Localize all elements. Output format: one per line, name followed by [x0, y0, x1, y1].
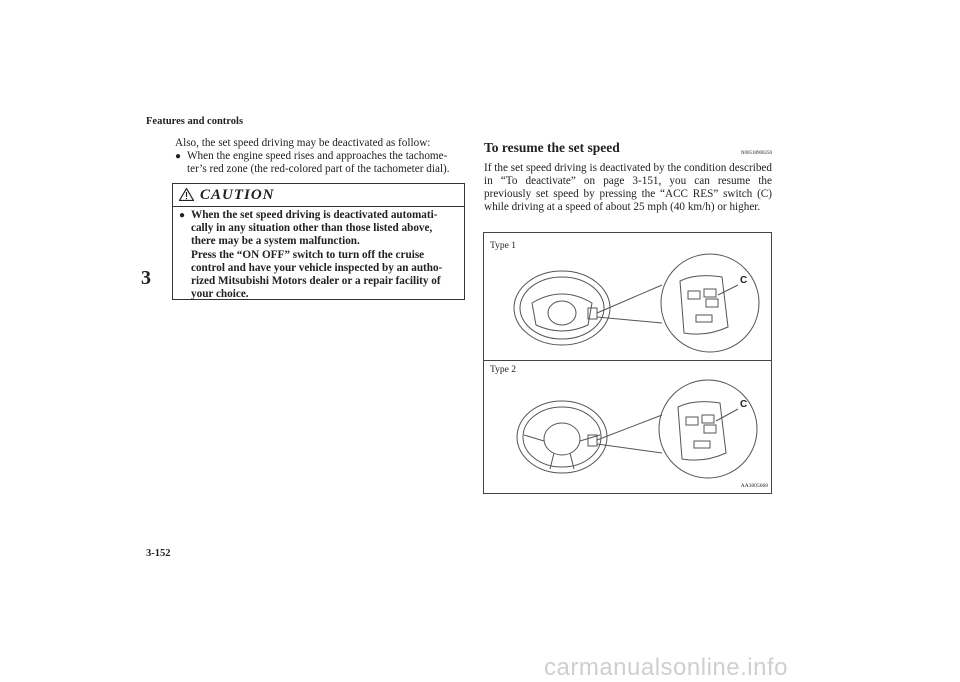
caution-line: Press the “ON OFF” switch to turn off the cruise [191, 248, 425, 261]
caution-heading [179, 187, 275, 204]
intro-bullet [175, 150, 465, 163]
figure-code: AA3005668 [740, 483, 768, 489]
caution-title: CAUTION [200, 187, 275, 203]
type2-label: Type 2 [490, 365, 516, 375]
steering-wheel-type2-illustration [484, 361, 771, 493]
caution-line: there may be a system malfunction. [191, 235, 360, 248]
chapter-tab: 3 [141, 267, 151, 289]
section-title: To resume the set speed [484, 140, 620, 155]
caution-box [172, 183, 465, 300]
caution-divider [173, 206, 464, 207]
section-code: N00518900250 [740, 151, 772, 156]
intro-text [175, 137, 465, 176]
warning-triangle-icon [179, 188, 194, 201]
caution-body [179, 209, 459, 301]
caution-line: rized Mitsubishi Motors dealer or a repair facility of [191, 275, 441, 288]
callout-c-type2: C [740, 399, 748, 410]
section-header: Features and controls [146, 116, 244, 127]
caution-bullet [179, 209, 459, 222]
caution-line: cally in any situation other than those listed above, [191, 222, 433, 235]
caution-line: control and have your vehicle inspected by an autho- [191, 261, 443, 274]
callout-c-type1: C [740, 275, 748, 286]
bullet-icon: ● [175, 151, 182, 162]
intro-bullet-text: When the engine speed rises and approaches the tachome- [187, 150, 448, 162]
watermark[interactable]: carmanualsonline.info [544, 654, 788, 681]
intro-bullet-continuation: ter’s red zone (the red-colored part of the tachometer dial). [187, 163, 450, 175]
caution-line: your choice. [191, 288, 249, 301]
resume-section [484, 140, 772, 213]
caution-bullet-text: When the set speed driving is deactivated automati- [191, 209, 438, 221]
bullet-icon: ● [179, 210, 186, 221]
steering-wheel-figure [483, 232, 772, 494]
intro-line: Also, the set speed driving may be deactivated as follow: [175, 137, 431, 149]
type1-label: Type 1 [490, 241, 516, 251]
page-number: 3-152 [146, 548, 171, 559]
section-body: If the set speed driving is deactivated by the condition described in “To deactivate” on page 3-151, you can resume the previously set speed by pressing the “ACC RES” switch (C) while driving at a speed of about 25 mph (40 km/h) or higher. [484, 162, 772, 213]
steering-wheel-type1-illustration [484, 233, 771, 360]
